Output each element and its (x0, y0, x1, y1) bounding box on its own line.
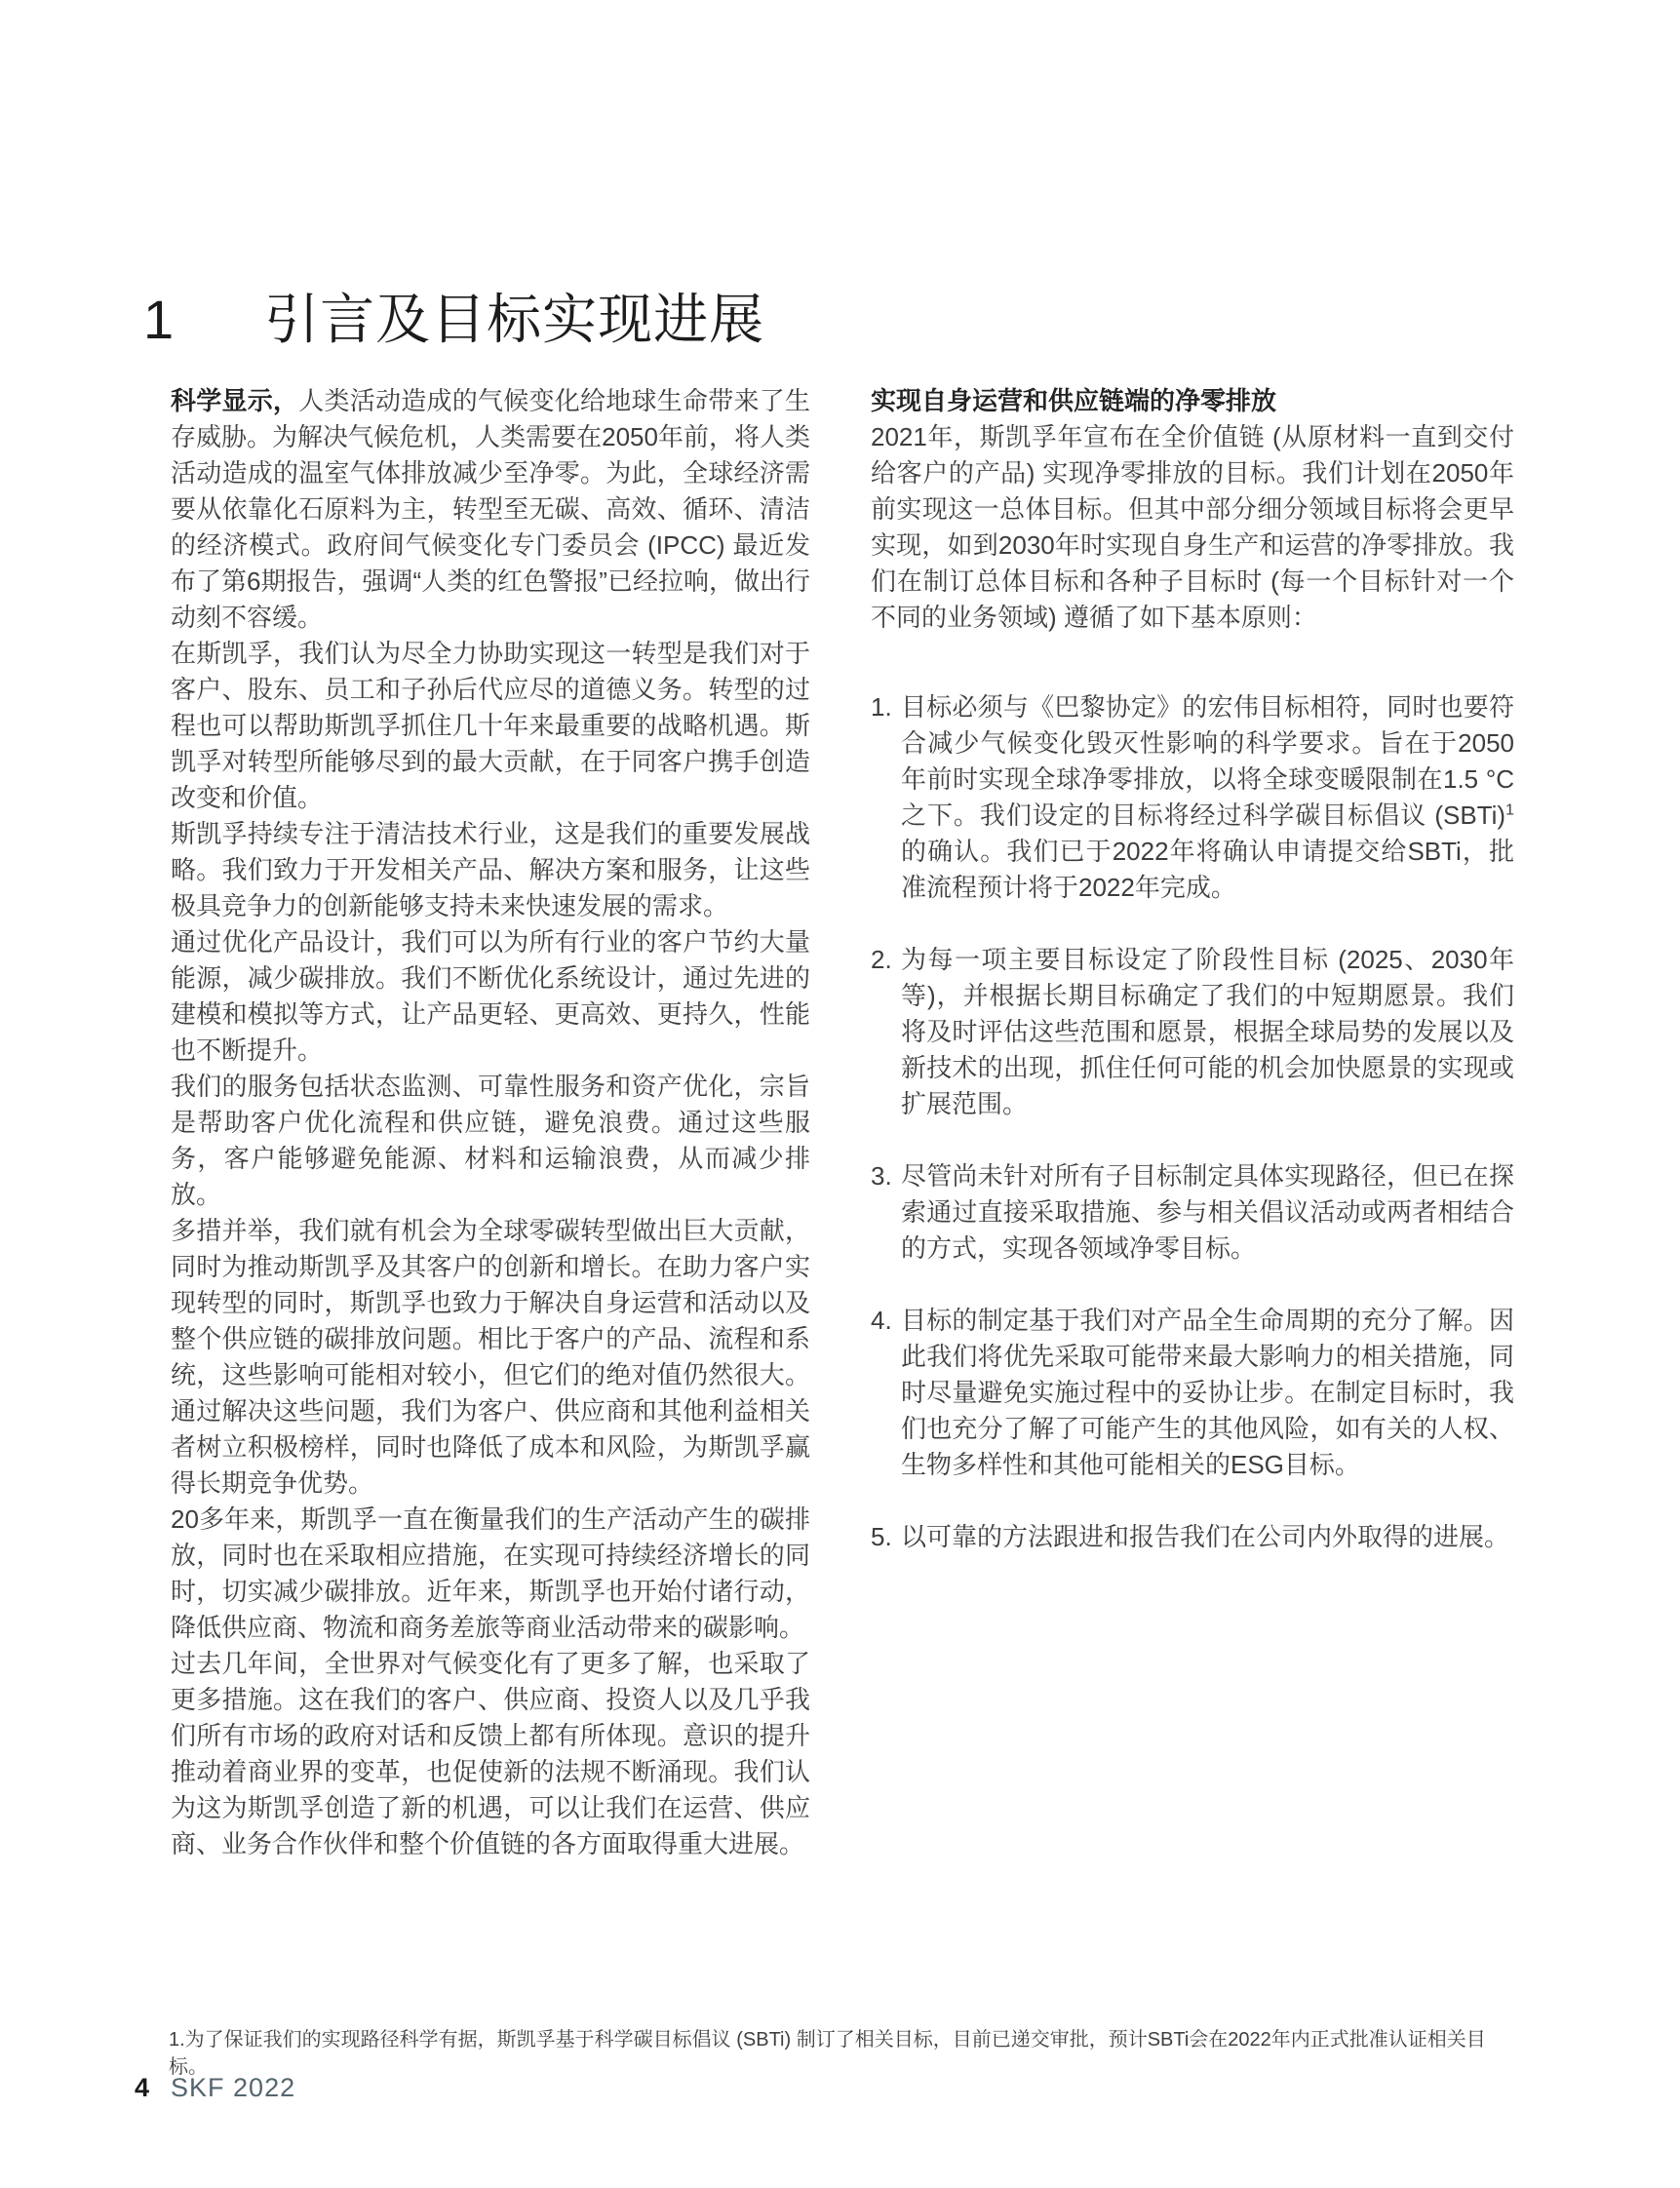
page-footer (135, 2073, 295, 2103)
chapter-title-text: 引言及目标实现进展 (264, 288, 765, 350)
net-zero-intro-paragraph: 2021年，斯凯孚年宣布在全价值链 (从原材料一直到交付给客户的产品) 实现净零排放的目标。我们计划在2050年前实现这一总体目标。但其中部分细分领域目标将会更早实现，如到2030年时实现自身生产和运营的净零排放。我们在制订总体目标和各种子目标时 (每一个目标针对一个不同的业务领域) 遵循了如下基本原则： (871, 422, 1514, 632)
list-item-number: 2. (871, 945, 892, 974)
list-item-text (901, 692, 1514, 902)
list-item (871, 1158, 1514, 1267)
list-item-1-before-sup: 目标必须与《巴黎协定》的宏伟目标相符，同时也要符合减少气候变化毁灭性影响的科学要求。旨在于2050年前时实现全球净零排放，以将全球变暖限制在1.5 °C之下。我们设定的目标将经过科学碳目标倡议 (SBTi) (901, 692, 1514, 830)
paragraph-8: 过去几年间，全世界对气候变化有了更多了解，也采取了更多措施。这在我们的客户、供应商、投资人以及几乎我们所有市场的政府对话和反馈上都有所体现。意识的提升推动着商业界的变革，也促使新的法规不断涌现。我们认为这为斯凯孚创造了新的机遇，可以让我们在运营、供应商、业务合作伙伴和整个价值链的各方面取得重大进展。 (171, 1649, 810, 1858)
paragraph-6: 多措并举，我们就有机会为全球零碳转型做出巨大贡献，同时为推动斯凯孚及其客户的创新和增长。在助力客户实现转型的同时，斯凯孚也致力于解决自身运营和活动以及整个供应链的碳排放问题。相比于客户的产品、流程和系统，这些影响可能相对较小，但它们的绝对值仍然很大。通过解决这些问题，我们为客户、供应商和其他利益相关者树立积极榜样，同时也降低了成本和风险，为斯凯孚赢得长期竞争优势。 (171, 1216, 810, 1498)
list-item-text: 尽管尚未针对所有子目标制定具体实现路径，但已在探索通过直接采取措施、参与相关倡议活动或两者相结合的方式，实现各领域净零目标。 (901, 1161, 1514, 1263)
paragraph-1-text: 人类活动造成的气候变化给地球生命带来了生存威胁。为解决气候危机，人类需要在2050年前，将人类活动造成的温室气体排放减少至净零。为此，全球经济需要从依靠化石原料为主，转型至无碳、高效、循环、清洁的经济模式。政府间气候变化专门委员会 (IPCC) 最近发布了第6期报告，强调“人类的红色警报”已经拉响，做出行动刻不容缓。 (171, 386, 810, 632)
list-item (871, 689, 1514, 906)
right-column (871, 383, 1514, 1555)
list-item-number: 3. (871, 1161, 892, 1191)
list-item-1-after-sup: 的确认。我们已于2022年将确认申请提交给SBTi，批准流程预计将于2022年完成。 (901, 837, 1514, 902)
section-heading-net-zero: 实现自身运营和供应链端的净零排放 (871, 386, 1277, 415)
paragraph-2: 在斯凯孚，我们认为尽全力协助实现这一转型是我们对于客户、股东、员工和子孙后代应尽的道德义务。转型的过程也可以帮助斯凯孚抓住几十年来最重要的战略机遇。斯凯孚对转型所能够尽到的最大贡献，在于同客户携手创造改变和价值。 (171, 639, 810, 812)
paragraph-5: 我们的服务包括状态监测、可靠性服务和资产优化，宗旨是帮助客户优化流程和供应链，避免浪费。通过这些服务，客户能够避免能源、材料和运输浪费，从而减少排放。 (171, 1072, 810, 1209)
paragraph-4: 通过优化产品设计，我们可以为所有行业的客户节约大量能源，减少碳排放。我们不断优化系统设计，通过先进的建模和模拟等方式，让产品更轻、更高效、更持久，性能也不断提升。 (171, 927, 810, 1065)
chapter-number: 1 (143, 288, 176, 350)
list-item (871, 1519, 1514, 1555)
list-item-text: 为每一项主要目标设定了阶段性目标 (2025、2030年等)，并根据长期目标确定了我们的中短期愿景。我们将及时评估这些范围和愿景，根据全球局势的发展以及新技术的出现，抓住任何可能的机会加快愿景的实现或扩展范围。 (901, 945, 1514, 1118)
paragraph-3: 斯凯孚持续专注于清洁技术行业，这是我们的重要发展战略。我们致力于开发相关产品、解决方案和服务，让这些极具竞争力的创新能够支持未来快速发展的需求。 (171, 819, 810, 920)
left-column (171, 383, 810, 1862)
footnote: 1.为了保证我们的实现路径科学有据，斯凯孚基于科学碳目标倡议 (SBTi) 制订了相关目标，目前已递交审批，预计SBTi会在2022年内正式批准认证相关目标。 (169, 2029, 1486, 2078)
paragraph-7: 20多年来，斯凯孚一直在衡量我们的生产活动产生的碳排放，同时也在采取相应措施，在实现可持续经济增长的同时，切实减少碳排放。近年来，斯凯孚也开始付诸行动，降低供应商、物流和商务差旅等商业活动带来的碳影响。 (171, 1504, 810, 1642)
list-item-number: 5. (871, 1522, 892, 1551)
footnote-reference-superscript: 1 (1505, 801, 1514, 819)
list-item-number: 4. (871, 1306, 892, 1335)
page-title (143, 289, 764, 351)
list-item (871, 1303, 1514, 1483)
list-item-text: 目标的制定基于我们对产品全生命周期的充分了解。因此我们将优先采取可能带来最大影响力的相关措施，同时尽量避免实施过程中的妥协让步。在制定目标时，我们也充分了解了可能产生的其他风险，如有关的人权、生物多样性和其他可能相关的ESG目标。 (901, 1306, 1514, 1479)
list-item-text: 以可靠的方法跟进和报告我们在公司内外取得的进展。 (901, 1522, 1510, 1551)
list-item-number: 1. (871, 692, 892, 722)
principles-list (871, 689, 1514, 1555)
paragraph-science-shows (171, 383, 810, 636)
list-item (871, 942, 1514, 1122)
page-number: 4 (135, 2073, 150, 2102)
lead-bold-text: 科学显示， (171, 386, 299, 415)
footer-brand: SKF 2022 (171, 2073, 296, 2102)
